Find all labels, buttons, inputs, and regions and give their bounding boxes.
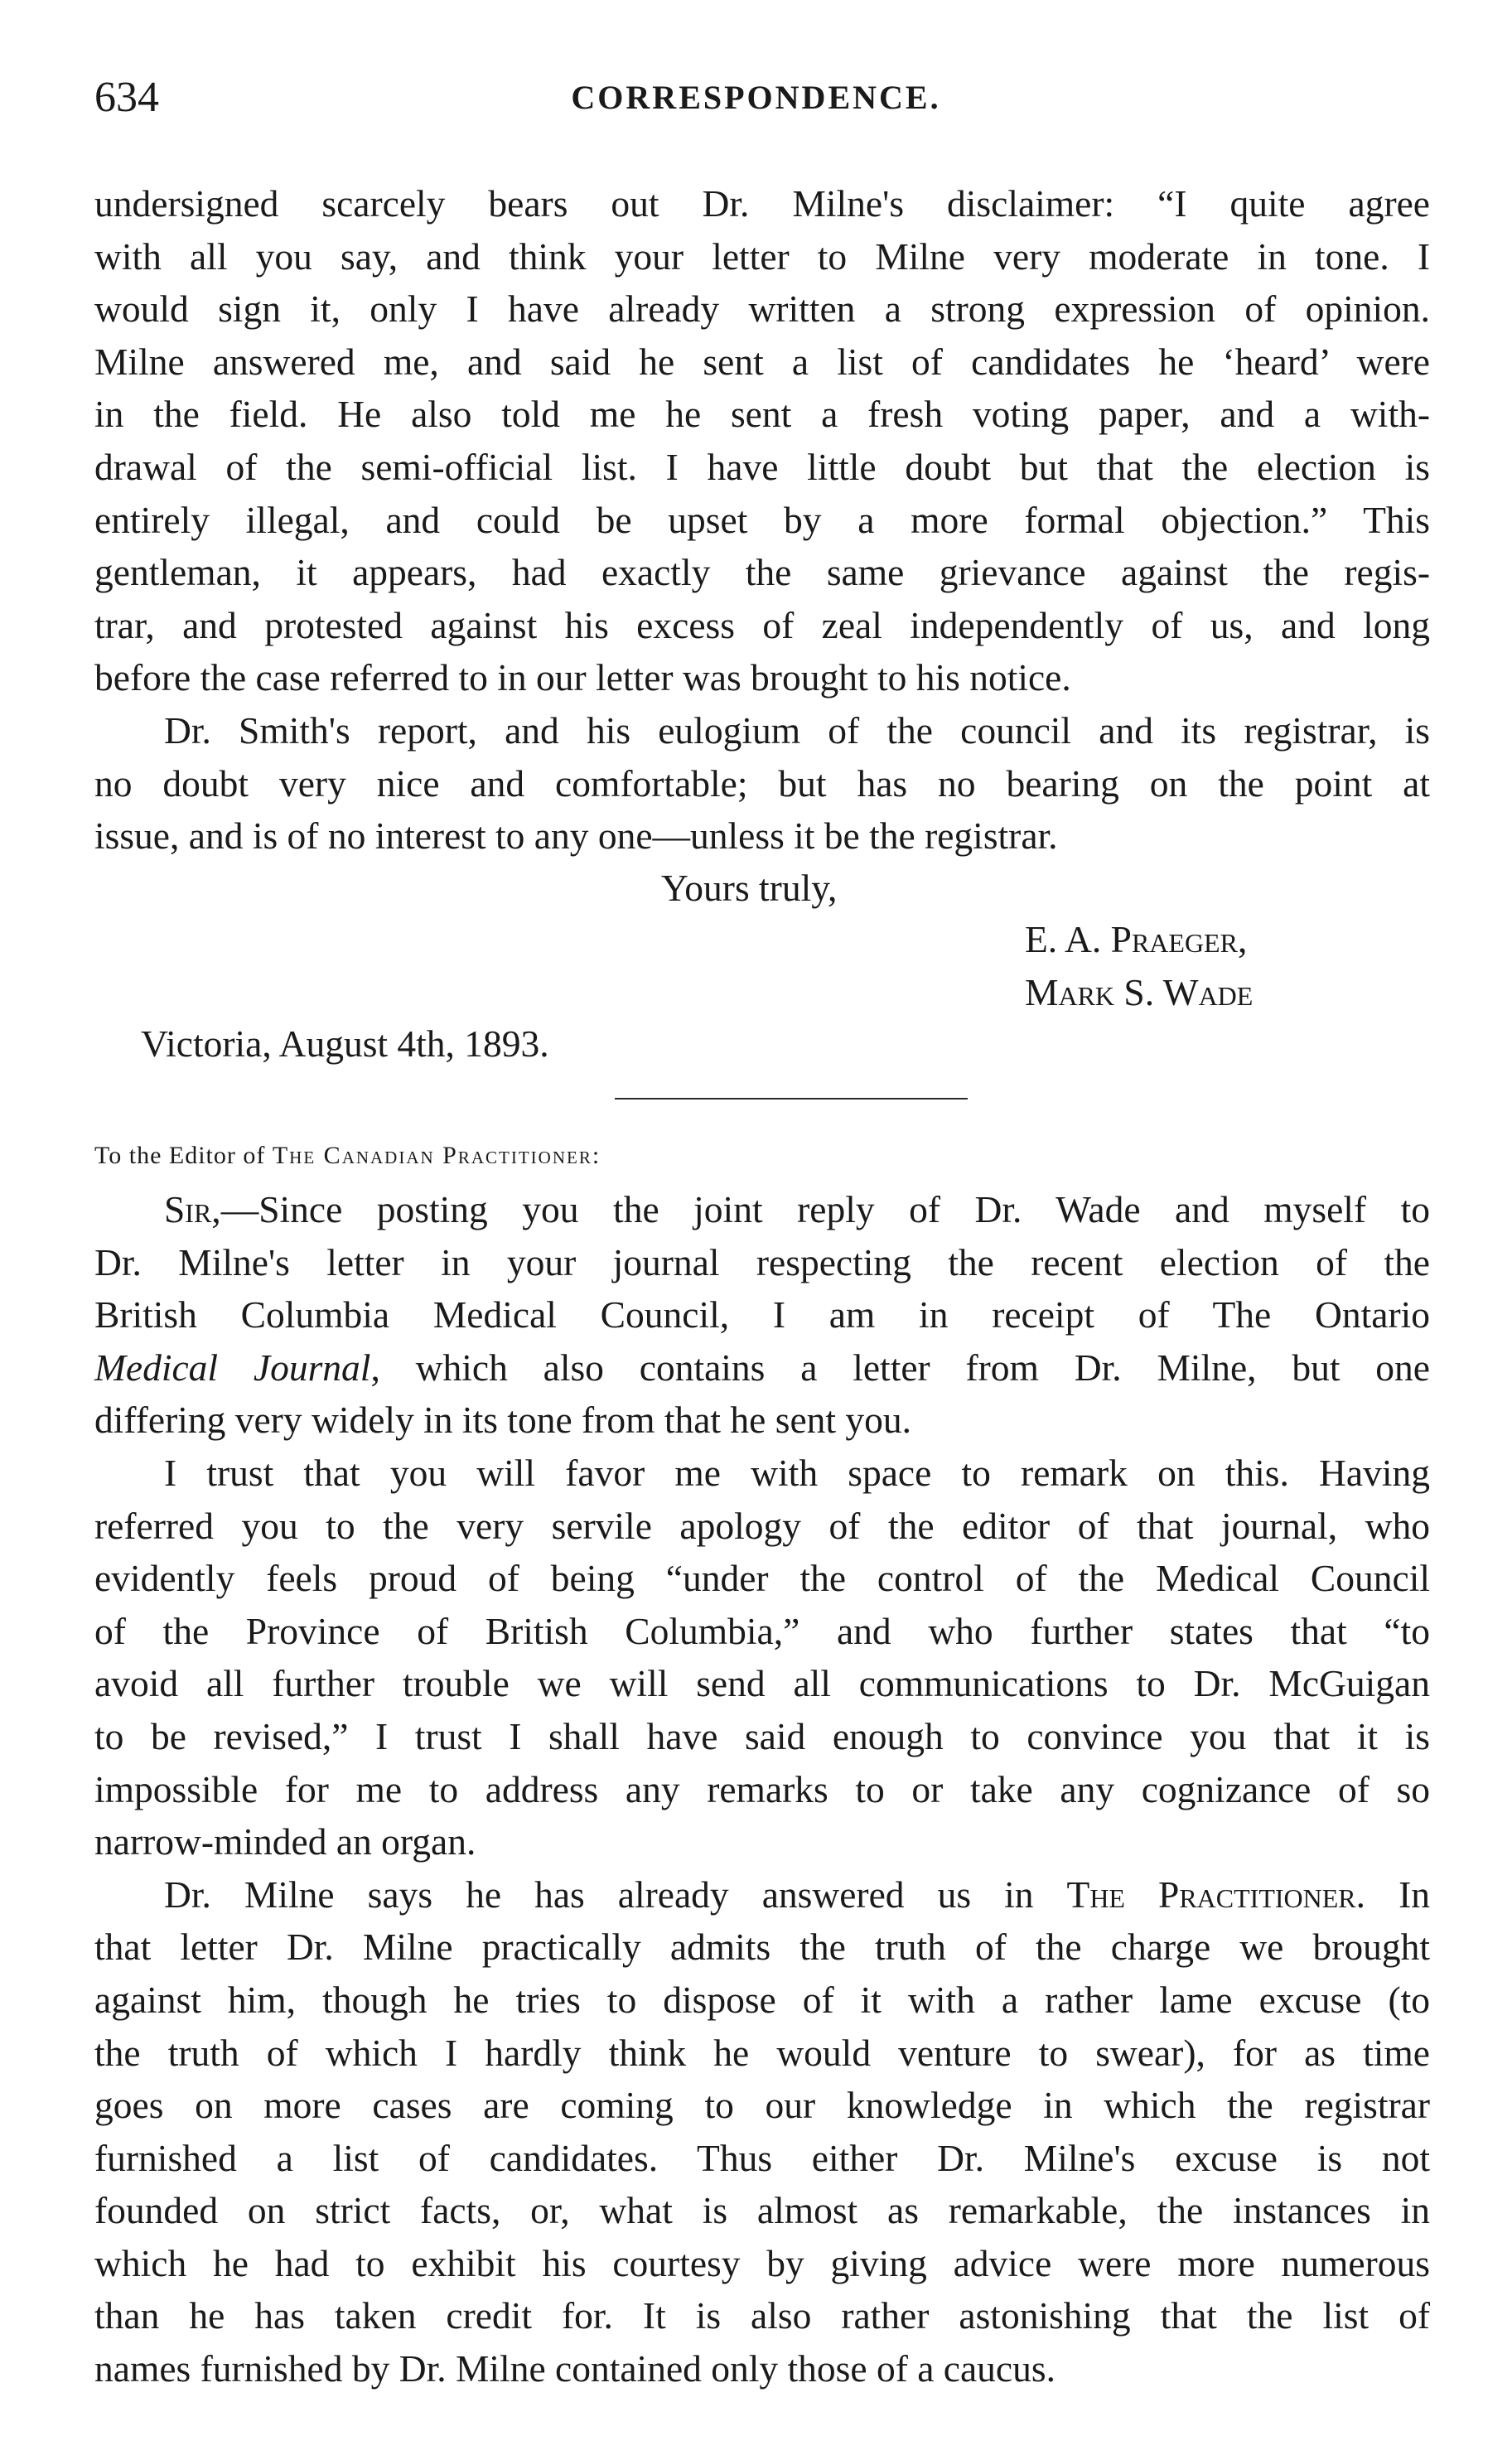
running-head: CORRESPONDENCE. [571, 79, 941, 116]
text-line: Milne answered me, and said he sent a list of candidates he ‘heard’ were [94, 340, 1430, 383]
text-line: no doubt very nice and comfortable; but has no bearing on the point at [94, 761, 1430, 805]
text-line: the truth of which I hardly think he would venture to swear), for as time [94, 2031, 1430, 2074]
text-line: Dr. Smith's report, and his eulogium of the council and its registrar, is [164, 708, 1430, 752]
text-line: of the Province of British Columbia,” and who further states that “to [94, 1609, 1430, 1652]
address-suffix: : [592, 1142, 601, 1169]
text-line: would sign it, only I have already written a strong expression of opinion. [94, 288, 1430, 331]
signer-praeger: E. A. Praeger, [1025, 918, 1248, 960]
text-line: undersigned scarcely bears out Dr. Milne's disclaimer: “I quite agree [94, 182, 1430, 225]
text-line: furnished a list of candidates. Thus either Dr. Milne's excuse is not [94, 2136, 1430, 2179]
journal-title: Medical Journal [94, 1346, 371, 1389]
place-date: Victoria, August 4th, 1893. [141, 1022, 549, 1065]
text-line [94, 1868, 1430, 1921]
text-line: I trust that you will favor me with space to remark on this. Having [164, 1451, 1430, 1494]
text-line: differing very widely in its tone from that he sent you. [94, 1399, 912, 1442]
closing: Yours truly, [661, 867, 838, 909]
text-line: trar, and protested against his excess of zeal independently of us, and long [94, 603, 1430, 646]
editor-address [94, 1142, 600, 1170]
text-line: to be revised,” I trust I shall have said enough to convince you that it is [94, 1714, 1430, 1757]
text-fragment: —Since posting you the joint reply of Dr. Wade and myself to [220, 1188, 1430, 1230]
text-line: avoid all further trouble we will send all communications to Dr. McGuigan [94, 1662, 1430, 1705]
section-divider [615, 1098, 968, 1100]
text-line: Dr. Milne's letter in your journal respecting the recent election of the [94, 1240, 1430, 1283]
page-header [0, 73, 1512, 131]
practitioner-name: The Practitioner [1066, 1873, 1356, 1916]
text-line: before the case referred to in our letter was brought to his notice. [94, 656, 1071, 699]
address-prefix: To the Editor of [94, 1142, 273, 1169]
text-line: referred you to the very servile apology of the editor of that journal, who [94, 1504, 1430, 1547]
signer-wade: Mark S. Wade [1025, 971, 1254, 1013]
text-line [94, 1183, 1430, 1236]
text-line: impossible for me to address any remarks to or take any cognizance of so [94, 1767, 1430, 1810]
text-fragment: . In [1355, 1873, 1430, 1916]
address-journal: The Canadian Practitioner [272, 1142, 592, 1169]
text-line: evidently feels proud of being “under the control of the Medical Council [94, 1557, 1430, 1600]
text-line: goes on more cases are coming to our knowledge in which the registrar [94, 2084, 1430, 2127]
letter-two-body [94, 1183, 1430, 2395]
letter-one-body [94, 177, 1430, 863]
page-number: 634 [94, 74, 159, 121]
text-line: against him, though he tries to dispose of it with a rather lame excuse (to [94, 1978, 1430, 2021]
text-line: narrow-minded an organ. [94, 1820, 476, 1863]
text-line [94, 1341, 1430, 1394]
salutation: Sir, [164, 1188, 221, 1230]
text-line: in the field. He also told me he sent a fresh voting paper, and a with- [94, 393, 1430, 436]
text-line: British Columbia Medical Council, I am in receipt of The Ontario [94, 1293, 1430, 1336]
text-fragment: , which also contains a letter from Dr. Milne, but one [370, 1346, 1430, 1389]
text-line: drawal of the semi-official list. I have little doubt but that the election is [94, 445, 1430, 488]
text-fragment: Dr. Milne says he has already answered us in [164, 1873, 1067, 1916]
text-line: names furnished by Dr. Milne contained only those of a caucus. [94, 2347, 1056, 2390]
text-line: than he has taken credit for. It is also rather astonishing that the list of [94, 2294, 1430, 2337]
text-line: with all you say, and think your letter to Milne very moderate in tone. I [94, 234, 1430, 278]
text-line: which he had to exhibit his courtesy by giving advice were more numerous [94, 2241, 1430, 2284]
text-line: issue, and is of no interest to any one—unless it be the registrar. [94, 814, 1058, 858]
text-line: that letter Dr. Milne practically admits the truth of the charge we brought [94, 1926, 1430, 1969]
text-line: entirely illegal, and could be upset by a more formal objection.” This [94, 498, 1430, 541]
text-line: founded on strict facts, or, what is almost as remarkable, the instances in [94, 2189, 1430, 2232]
text-line: gentleman, it appears, had exactly the same grievance against the regis- [94, 551, 1430, 594]
